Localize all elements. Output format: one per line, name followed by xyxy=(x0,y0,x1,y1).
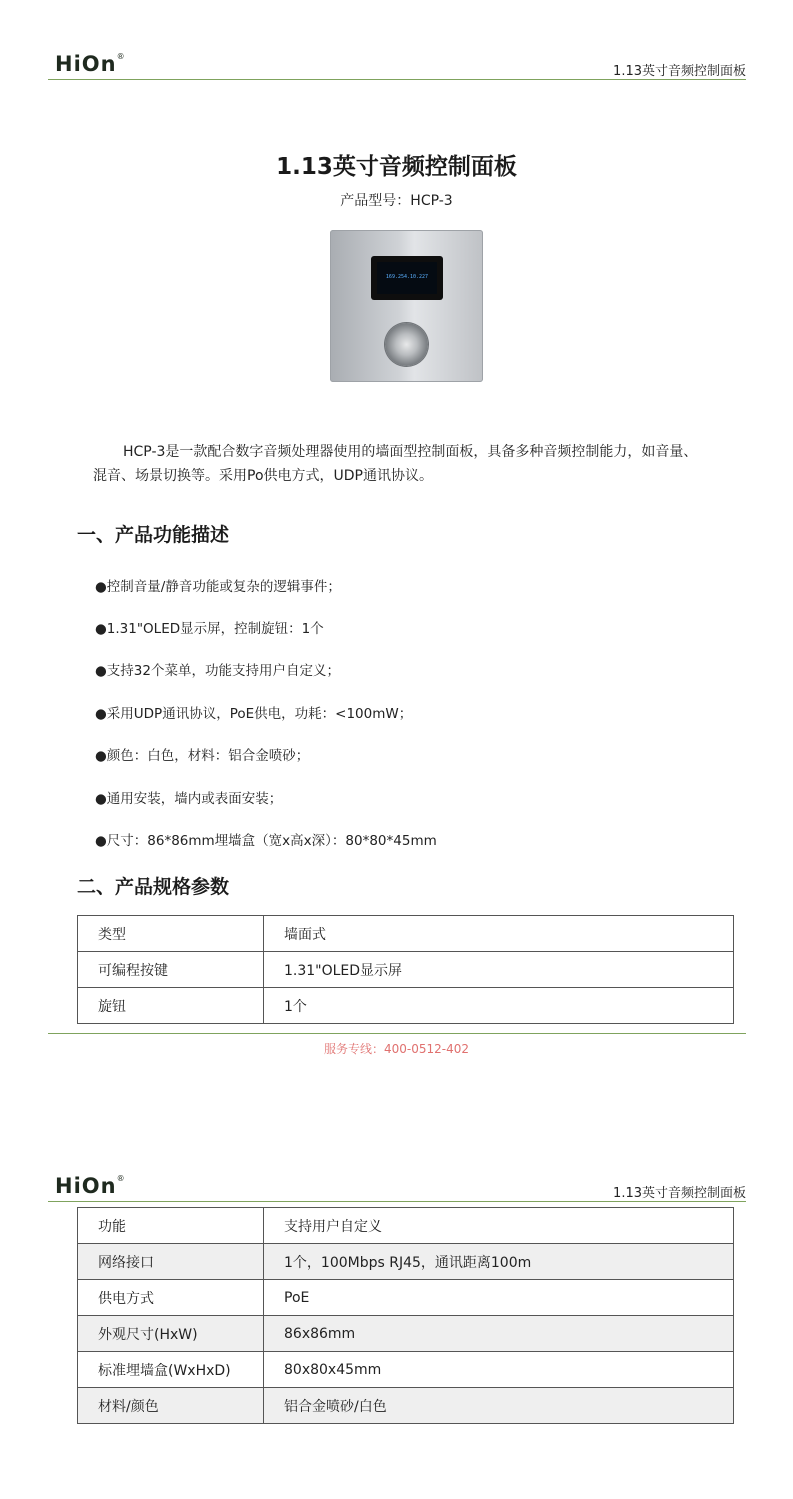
table-row xyxy=(78,1208,734,1244)
brand-logo: HiOn® xyxy=(55,52,126,76)
page-title: 1.13英寸音频控制面板 xyxy=(276,154,517,180)
spec-key: 供电方式 xyxy=(78,1280,264,1316)
intro-paragraph xyxy=(93,440,713,488)
table-row xyxy=(78,988,734,1024)
spec-value: 铝合金喷砂/白色 xyxy=(264,1388,734,1424)
spec-value: 86x86mm xyxy=(264,1316,734,1352)
spec-key: 功能 xyxy=(78,1208,264,1244)
section-heading-features: 一、产品功能描述 xyxy=(77,524,230,546)
header-doc-title: 1.13英寸音频控制面板 xyxy=(613,1186,746,1201)
spec-key: 标准埋墙盒(WxHxD) xyxy=(78,1352,264,1388)
spec-value: 1个，100Mbps RJ45，通讯距离100m xyxy=(264,1244,734,1280)
table-row xyxy=(78,952,734,988)
table-row xyxy=(78,1388,734,1424)
intro-line-1: HCP-3是一款配合数字音频处理器使用的墙面型控制面板，具备多种音频控制能力，如音量、 xyxy=(123,444,698,460)
spec-value: 墙面式 xyxy=(264,916,734,952)
intro-line-2: 混音、场景切换等。采用Po供电方式，UDP通讯协议。 xyxy=(93,468,433,484)
footer-rule xyxy=(48,1033,746,1034)
table-row xyxy=(78,1280,734,1316)
spec-key: 材料/颜色 xyxy=(78,1388,264,1424)
header-rule xyxy=(48,79,746,80)
table-row xyxy=(78,1352,734,1388)
feature-item: ●控制音量/静音功能或复杂的逻辑事件； xyxy=(95,579,341,595)
feature-item: ●通用安装，墙内或表面安装； xyxy=(95,791,283,807)
spec-table-page1 xyxy=(77,915,734,1024)
header-doc-title: 1.13英寸音频控制面板 xyxy=(613,64,746,79)
feature-item: ●采用UDP通讯协议，PoE供电，功耗：<100mW； xyxy=(95,706,413,722)
oled-screen xyxy=(371,256,443,300)
feature-item: ●支持32个菜单，功能支持用户自定义； xyxy=(95,663,340,679)
spec-key: 旋钮 xyxy=(78,988,264,1024)
spec-table-page2 xyxy=(77,1207,734,1424)
table-row xyxy=(78,1316,734,1352)
section-heading-specs: 二、产品规格参数 xyxy=(77,876,230,898)
spec-key: 网络接口 xyxy=(78,1244,264,1280)
control-knob xyxy=(385,323,428,366)
spec-key: 类型 xyxy=(78,916,264,952)
table-row xyxy=(78,1244,734,1280)
spec-value: 1.31"OLED显示屏 xyxy=(264,952,734,988)
header-rule xyxy=(48,1201,746,1202)
feature-item: ●颜色：白色，材料：铝合金喷砂； xyxy=(95,748,310,764)
feature-item: ●尺寸：86*86mm埋墙盒（宽x高x深）：80*80*45mm xyxy=(95,833,437,849)
brand-logo: HiOn® xyxy=(55,1174,126,1198)
feature-item: ●1.31"OLED显示屏，控制旋钮：1个 xyxy=(95,621,324,637)
spec-key: 可编程按键 xyxy=(78,952,264,988)
spec-key: 外观尺寸(HxW) xyxy=(78,1316,264,1352)
service-hotline: 服务专线：400-0512-402 xyxy=(323,1042,469,1056)
product-image xyxy=(330,230,483,382)
table-row xyxy=(78,916,734,952)
spec-value: 支持用户自定义 xyxy=(264,1208,734,1244)
spec-value: 80x80x45mm xyxy=(264,1352,734,1388)
oled-screen-text: 169.254.10.227 xyxy=(377,262,437,294)
spec-value: PoE xyxy=(264,1280,734,1316)
spec-value: 1个 xyxy=(264,988,734,1024)
product-model: 产品型号：HCP-3 xyxy=(340,193,453,209)
